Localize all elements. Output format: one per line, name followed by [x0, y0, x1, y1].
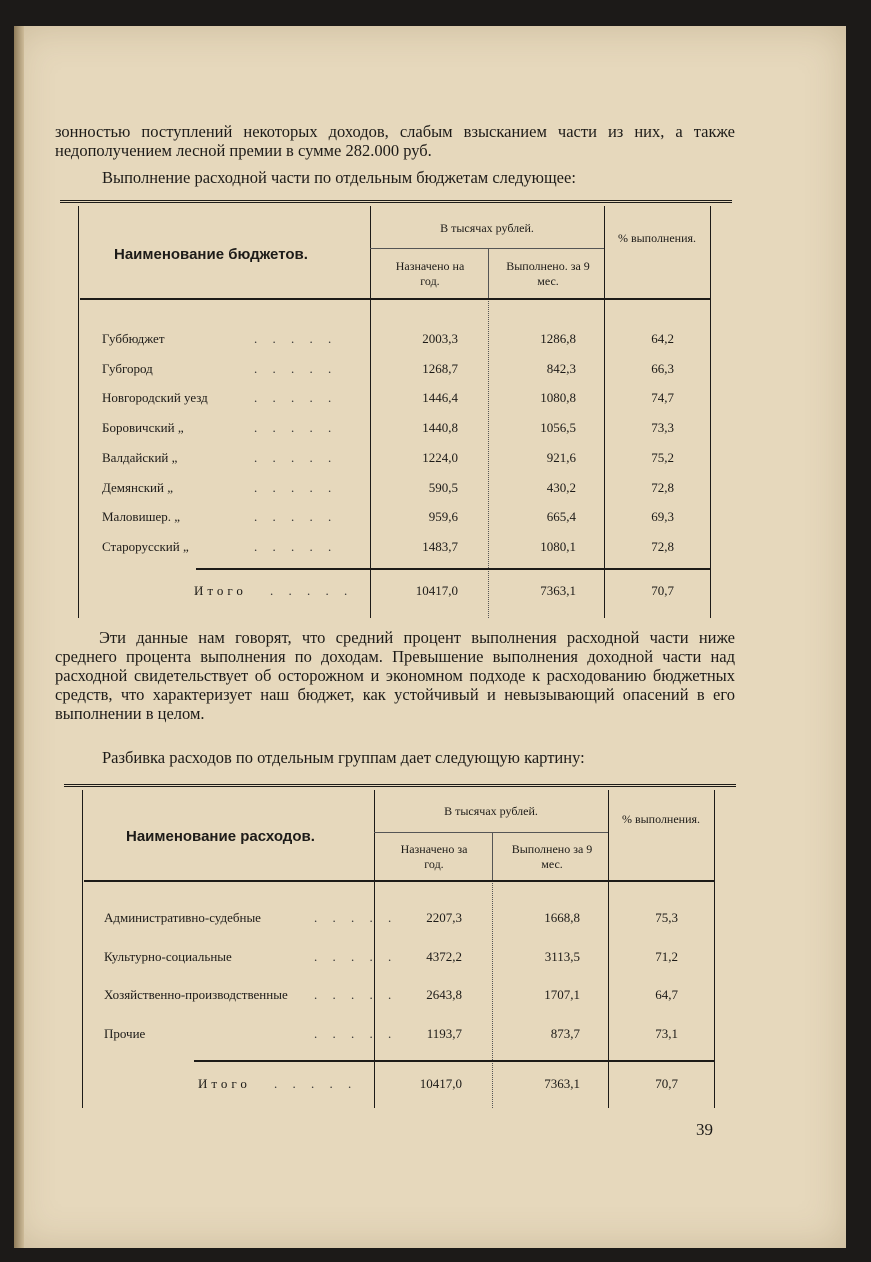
table-row-planned: 1483,7: [422, 538, 458, 554]
table-row-pct: 72,8: [651, 479, 674, 495]
leader-dots: . . . . .: [270, 583, 354, 598]
table1-header-group: В тысячах рублей.: [440, 221, 534, 235]
page-binding-edge: [14, 26, 24, 1248]
table2-header-planned: Назначено за год.: [400, 842, 468, 871]
leader-dots: . . . . .: [274, 1076, 358, 1091]
table-row-name: Старорусский „: [102, 538, 189, 554]
table-row-pct: 64,2: [651, 331, 674, 346]
table1-header-done: Выполнено. за 9 мес.: [506, 259, 590, 288]
table-row-name: Губгород: [102, 360, 153, 376]
table-row-done: 1056,5: [540, 420, 576, 436]
table-row-pct: 69,3: [651, 509, 674, 525]
table-row-pct: 72,8: [651, 538, 674, 554]
paragraph-table2-lead: Разбивка расходов по отдельным группам дает следующую картину:: [102, 748, 585, 767]
table-total-pct: 70,7: [651, 583, 674, 598]
table-total-done: 7363,1: [544, 1076, 580, 1091]
table-row-planned: 4372,2: [426, 948, 462, 964]
table-row-name: Культурно-социальные: [104, 948, 232, 964]
table-row-done: 1668,8: [544, 910, 580, 925]
paragraph-intro: зонностью поступлений некоторых доходов, слабым взысканием части из них, а также недополучением лесной премии в сумме 282.000 руб.: [55, 122, 735, 160]
table-total-planned: 10417,0: [415, 583, 458, 598]
table-total-label: Итого: [194, 583, 247, 598]
table-row-pct: 66,3: [651, 360, 674, 376]
table-total-done: 7363,1: [540, 583, 576, 598]
table-row-planned: 590,5: [428, 479, 458, 495]
leader-dots: . . . . .: [254, 449, 338, 465]
table-row-planned: 2207,3: [426, 910, 462, 925]
table-row-pct: 73,1: [655, 1025, 678, 1041]
paragraph-table1-lead: Выполнение расходной части по отдельным бюджетам следующее:: [102, 168, 576, 187]
table2-header-done: Выполнено за 9 мес.: [511, 842, 593, 871]
table-row-planned: 1446,4: [422, 390, 458, 406]
table-row-planned: 2003,3: [422, 331, 458, 346]
table-row-name: Губбюджет: [102, 331, 165, 346]
table-row-pct: 74,7: [651, 390, 674, 406]
table-row-name: Боровичский „: [102, 420, 184, 436]
table-total-planned: 10417,0: [419, 1076, 462, 1091]
table2-header-group: В тысячах рублей.: [444, 804, 538, 818]
table-row-done: 1707,1: [544, 987, 580, 1002]
table-row-done: 430,2: [546, 479, 576, 495]
table-row-pct: 75,3: [655, 910, 678, 925]
table-row-done: 665,4: [546, 509, 576, 525]
table-row-planned: 959,6: [428, 509, 458, 525]
table-row-done: 1286,8: [540, 331, 576, 346]
leader-dots: . . . . .: [314, 987, 398, 1002]
table-row-planned: 1224,0: [422, 449, 458, 465]
table-row-planned: 1268,7: [422, 360, 458, 376]
table1-header-planned: Назначено на год.: [395, 259, 465, 288]
leader-dots: . . . . .: [254, 479, 338, 495]
table1-header-pct: % выполнения.: [617, 231, 697, 245]
page-number: 39: [696, 1120, 713, 1139]
table-row-done: 842,3: [546, 360, 576, 376]
table-row-name: Демянский „: [102, 479, 173, 495]
leader-dots: . . . . .: [254, 538, 338, 554]
table2-header-name: Наименование расходов.: [126, 828, 315, 845]
table-row-name: Маловишер. „: [102, 509, 181, 525]
table-row-pct: 75,2: [651, 449, 674, 465]
leader-dots: . . . . .: [254, 390, 338, 406]
table-row-name: Хозяйственно-производственные: [104, 987, 288, 1002]
leader-dots: . . . . .: [314, 910, 398, 925]
leader-dots: . . . . .: [254, 331, 338, 346]
table-total-pct: 70,7: [655, 1076, 678, 1091]
table-row-name: Новгородский уезд: [102, 390, 208, 406]
table-row-done: 3113,5: [544, 948, 580, 964]
table-total-label: Итого: [198, 1076, 251, 1091]
table-row-name: Валдайский „: [102, 449, 178, 465]
table-row-planned: 2643,8: [426, 987, 462, 1002]
table2-header-pct: % выполнения.: [621, 812, 701, 826]
table-row-pct: 73,3: [651, 420, 674, 436]
table-row-name: Прочие: [104, 1025, 146, 1041]
table-row-done: 873,7: [550, 1025, 580, 1041]
table-row-done: 1080,1: [540, 538, 576, 554]
leader-dots: . . . . .: [314, 1025, 398, 1041]
table-row-pct: 64,7: [655, 987, 678, 1002]
table-row-pct: 71,2: [655, 948, 678, 964]
leader-dots: . . . . .: [254, 420, 338, 436]
leader-dots: . . . . .: [254, 509, 338, 525]
table-row-done: 1080,8: [540, 390, 576, 406]
leader-dots: . . . . .: [254, 360, 338, 376]
table-row-planned: 1193,7: [426, 1025, 462, 1041]
table-row-planned: 1440,8: [422, 420, 458, 436]
book-page: [14, 26, 846, 1248]
table-row-done: 921,6: [546, 449, 576, 465]
leader-dots: . . . . .: [314, 948, 398, 964]
table-row-name: Административно-судебные: [104, 910, 261, 925]
paragraph-analysis: Эти данные нам говорят, что средний процент выполнения расходной части ниже среднего процента выполнения по доходам. Превышение выполнения доходной части над расходной свидетельствует об осторожном и экономном подходе к расходованию бюджетных средств, что характеризует наш бюджет, как устойчивый и невызывающий опасений в его выполнении в целом.: [55, 628, 735, 723]
table1-header-name: Наименование бюджетов.: [114, 246, 308, 263]
